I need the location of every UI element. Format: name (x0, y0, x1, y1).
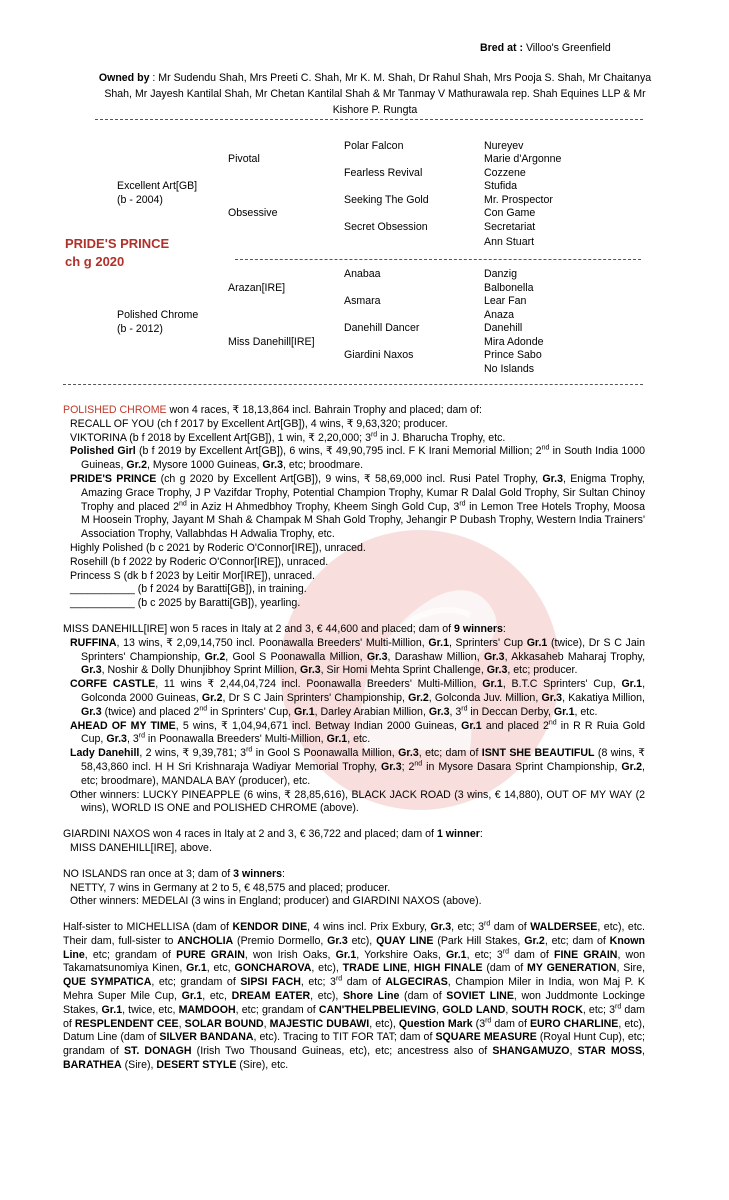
g3-7: Danehill Dancer (344, 322, 420, 334)
g2-4: Miss Danehill[IRE] (228, 336, 315, 348)
horse-description: ch g 2020 (65, 254, 125, 269)
dam-name: Polished Chrome (117, 309, 199, 321)
third-dam-progeny-1: MISS DANEHILL[IRE], above. (70, 841, 212, 854)
progeny-9: ___________ (b c 2025 by Baratti[GB]), yearling. (70, 597, 301, 610)
second-dam-progeny-4: Lady Danehill, 2 wins, ₹ 9,39,781; 3rd in Gool S Poonawalla Million, Gr.3, etc; dam of ISNT SHE BEAUTIFUL (8 wins, ₹ 58,43,860 incl. H H Sri Krishnaraja Wadiyar Memorial Trophy, Gr.3; 2nd in Mysore Dasara Sprint Championship, Gr.2, etc; broodmare), MANDALA BAY (producer), etc. (70, 746, 646, 787)
horse-name: PRIDE'S PRINCE (65, 236, 170, 251)
owned-by (95, 70, 655, 118)
g3-4: Secret Obsession (344, 221, 428, 233)
progeny-3: Polished Girl (b f 2019 by Excellent Art[GB]), 6 wins, ₹ 49,90,795 incl. F K Irani Memorial Million; 2nd in South India 1000 Guineas, Gr.2, Mysore 1000 Guineas, Gr.3, etc; broodmare. (70, 444, 645, 472)
fourth-dam-progeny-1: NETTY, 7 wins in Germany at 2 to 5, € 48,575 and placed; producer. (70, 881, 391, 894)
g2-3: Arazan[IRE] (228, 282, 286, 294)
g4-10: Balbonella (484, 282, 534, 294)
g4-9: Danzig (484, 268, 517, 280)
progeny-5: Highly Polished (b c 2021 by Roderic O'Connor[IRE]), unraced. (70, 541, 366, 554)
g3-2: Fearless Revival (344, 167, 423, 179)
g4-15: Prince Sabo (484, 349, 542, 361)
progeny-1: RECALL OF YOU (ch f 2017 by Excellent Art[GB]), 4 wins, ₹ 9,63,320; producer. (70, 417, 448, 430)
fourth-dam: NO ISLANDS ran once at 3; dam of 3 winners: (63, 867, 285, 880)
divider-mid (235, 259, 641, 260)
g4-13: Danehill (484, 322, 523, 334)
bred-at (480, 42, 611, 54)
sire-name: Excellent Art[GB] (117, 180, 198, 192)
second-dam: MISS DANEHILL[IRE] won 5 races in Italy at 2 and 3, € 44,600 and placed; dam of 9 winners: (63, 622, 506, 635)
progeny-4: PRIDE'S PRINCE (ch g 2020 by Excellent Art[GB]), 9 wins, ₹ 58,69,000 incl. Rusi Patel Trophy, Gr.3, Enigma Trophy, Amazing Grace Trophy, J P Vazifdar Trophy, Potential Champion Trophy, Kumar R Dalal Gold Trophy, Sir Sultan Chinoy Trophy and placed 2nd in Aziz H Ahmedbhoy Trophy, Kheem Singh Gold Cup, 3rd in Lemon Tree Hotels Trophy, Moosa M Hoosein Trophy, Jayant M Shah & Champak M Shah Gold Trophy, Jehangir P Dubash Trophy, Western India Trainers' Association Trophy, Vallabhdas H Adwalia Trophy, etc. (70, 472, 646, 541)
sire-year: (b - 2004) (117, 194, 163, 206)
g4-12: Anaza (484, 309, 515, 321)
g2-1: Pivotal (228, 153, 260, 165)
bred-at-label: Bred at : (480, 42, 523, 54)
bred-at-value: Villoo's Greenfield (525, 42, 611, 54)
second-dam-progeny-2: CORFE CASTLE, 11 wins ₹ 2,44,04,724 incl. Poonawalla Breeders' Multi-Million, Gr.1, B.T.C Sprinters' Cup, Gr.1, Golconda 2000 Guineas, Gr.2, Dr S C Jain Sprinters' Championship, Gr.2, Golconda Juv. Million, Gr.3, Kakatiya Million, Gr.3 (twice) and placed 2nd in Sprinters' Cup, Gr.1, Darley Arabian Million, Gr.3, 3rd in Deccan Derby, Gr.1, etc. (70, 678, 646, 718)
dam-record: POLISHED CHROME won 4 races, ₹ 18,13,864 incl. Bahrain Trophy and placed; dam of: (63, 404, 482, 416)
second-dam-other-winners: Other winners: LUCKY PINEAPPLE (6 wins, ₹ 28,85,616), BLACK JACK ROAD (3 wins, € 14,880), OUT OF MY WAY (2 wins), WORLD IS ONE and POLISHED CHROME (above). (70, 788, 645, 815)
g4-14: Mira Adonde (484, 336, 544, 348)
progeny-6: Rosehill (b f 2022 by Roderic O'Connor[IRE]), unraced. (70, 555, 329, 568)
second-dam-progeny-1: RUFFINA, 13 wins, ₹ 2,09,14,750 incl. Poonawalla Breeders' Multi-Million, Gr.1, Sprinters' Cup Gr.1 (twice), Dr S C Jain Sprinters' Championship, Gr.2, Gool S Poonawalla Million, Gr.3, Darashaw Million, Gr.3, Akkasaheb Maharaj Trophy, Gr.3, Noshir & Dolly Dhunjibhoy Sprint Million, Gr.3, Sir Homi Mehta Sprint Challenge, Gr.3, etc; producer. (70, 636, 646, 677)
dam-year: (b - 2012) (117, 323, 163, 335)
horse-title (65, 235, 169, 271)
g4-3: Cozzene (484, 167, 526, 179)
g4-6: Con Game (484, 207, 536, 219)
g4-4: Stufida (484, 180, 517, 192)
g2-2: Obsessive (228, 207, 278, 219)
progeny-2: VIKTORINA (b f 2018 by Excellent Art[GB]), 1 win, ₹ 2,20,000; 3rd in J. Bharucha Trophy, etc. (70, 431, 506, 444)
g4-2: Marie d'Argonne (484, 153, 562, 165)
g3-5: Anabaa (344, 268, 381, 280)
divider-top (95, 119, 643, 120)
progeny-7: Princess S (dk b f 2023 by Leitir Mor[IRE]), unraced. (70, 569, 315, 582)
progeny-8: ___________ (b f 2024 by Baratti[GB]), in training. (70, 583, 307, 596)
second-dam-progeny-3: AHEAD OF MY TIME, 5 wins, ₹ 1,04,94,671 incl. Betway Indian 2000 Guineas, Gr.1 and placed 2nd in R R Ruia Gold Cup, Gr.3, 3rd in Poonawalla Breeders' Multi-Million, Gr.1, etc. (70, 719, 645, 746)
catalogue-page (63, 404, 645, 1073)
g3-8: Giardini Naxos (344, 349, 414, 361)
g4-8: Ann Stuart (484, 236, 535, 248)
divider-bottom (63, 384, 643, 385)
third-dam: GIARDINI NAXOS won 4 races in Italy at 2 and 3, € 36,722 and placed; dam of 1 winner: (63, 828, 483, 841)
fourth-dam-other-winners: Other winners: MEDELAI (3 wins in England; producer) and GIARDINI NAXOS (above). (70, 895, 482, 908)
dam-name-highlight: POLISHED CHROME (63, 404, 167, 416)
g4-7: Secretariat (484, 221, 536, 233)
g4-16: No Islands (484, 363, 535, 375)
g4-1: Nureyev (484, 140, 524, 152)
g3-3: Seeking The Gold (344, 194, 429, 206)
g3-1: Polar Falcon (344, 140, 404, 152)
owned-by-text: : Mr Sudendu Shah, Mrs Preeti C. Shah, Mr K. M. Shah, Dr Rahul Shah, Mrs Pooja S. Shah, Mr Chaitanya Shah, Mr Jayesh Kantilal Shah, Mr Chetan Kantilal Shah & Mr Tanmay V Mathurawala rep. Shah Equines LLP & Mr Kishore P. Rungta (104, 72, 652, 116)
family-notes: Half-sister to MICHELLISA (dam of KENDOR DINE, 4 wins incl. Prix Exbury, Gr.3, etc; 3rd dam of WALDERSEE, etc), etc. Their dam, full-sister to ANCHOLIA (Premio Dormello, Gr.3 etc), QUAY LINE (Park Hill Stakes, Gr.2, etc; dam of Known Line, etc; grandam of PURE GRAIN, won Irish Oaks, Gr.1, Yorkshire Oaks, Gr.1, etc; 3rd dam of FINE GRAIN, won Takamatsunomiya Kinen, Gr.1, etc, GONCHAROVA, etc), TRADE LINE, HIGH FINALE (dam of MY GENERATION, Sire, QUE SYMPATICA, etc; grandam of SIPSI FACH, etc; 3rd dam of ALGECIRAS, Champion Miler in India, won Maj P. K Mehra Super Mile Cup, Gr.1, etc, DREAM EATER, etc), Shore Line (dam of SOVIET LINE, won Juddmonte Lockinge Stakes, Gr.1, twice, etc, MAMDOOH, etc; grandam of CAN'THELPBELIEVING, GOLD LAND, SOUTH ROCK, etc; 3rd dam of RESPLENDENT CEE, SOLAR BOUND, MAJESTIC DUBAWI, etc), Question Mark (3rd dam of EURO CHARLINE, etc), Datum Line (dam of SILVER BANDANA, etc). Tracing to TIT FOR TAT; dam of SQUARE MEASURE (Royal Hunt Cup), etc; grandam of ST. DONAGH (Irish Two Thousand Guineas, etc), etc; ancestress also of SHANGAMUZO, STAR MOSS, BARATHEA (Sire), DESERT STYLE (Sire), etc. (63, 920, 646, 1072)
g3-6: Asmara (344, 295, 381, 307)
owned-by-label: Owned by (98, 72, 150, 84)
g4-11: Lear Fan (484, 295, 527, 307)
g4-5: Mr. Prospector (484, 194, 553, 206)
